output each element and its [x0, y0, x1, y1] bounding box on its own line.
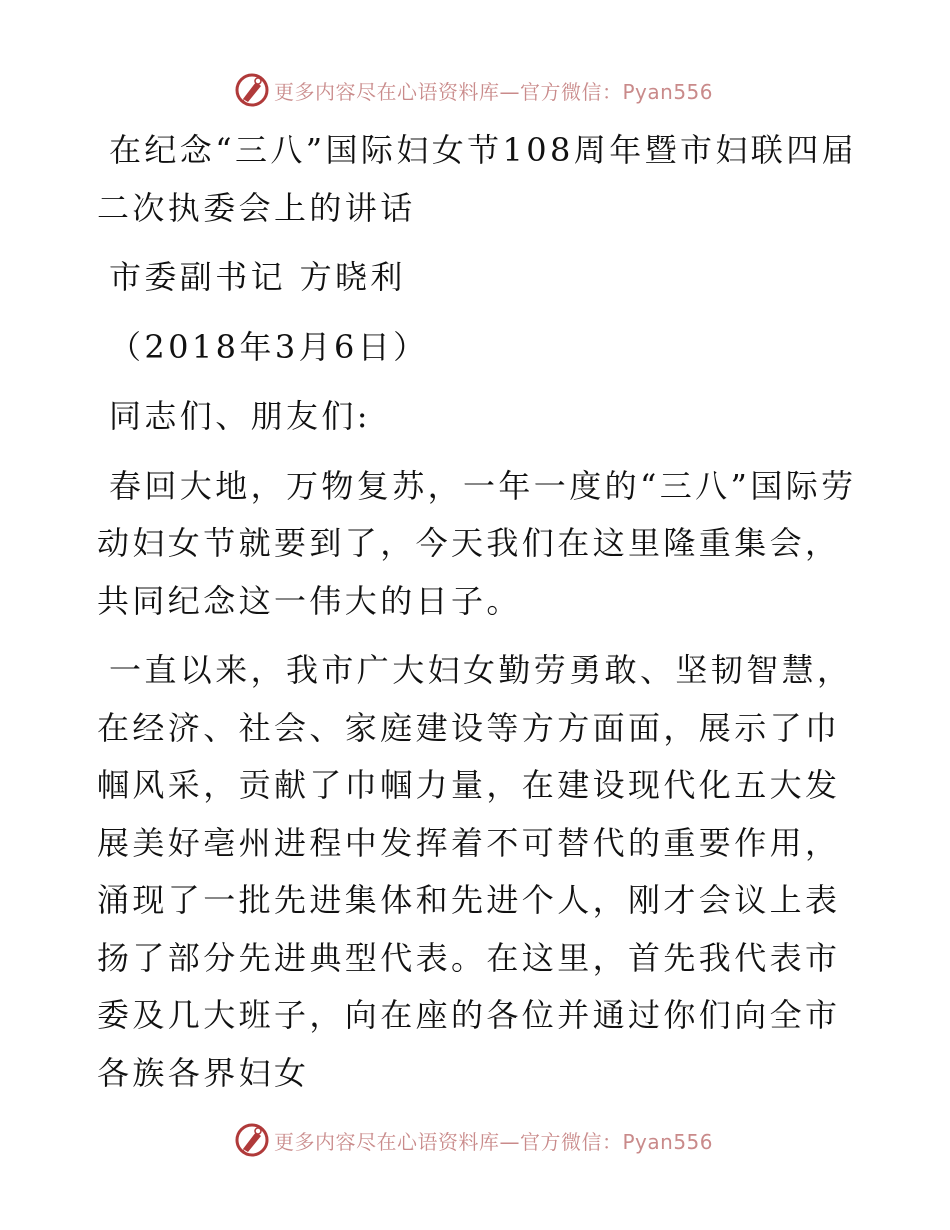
- speech-title: 在纪念“三八”国际妇女节108周年暨市妇联四届二次执委会上的讲话: [97, 131, 857, 227]
- watermark-text: 更多内容尽在心语资料库—官方微信：Pyan556: [274, 1129, 714, 1154]
- speech-author: 市委副书记 方晓利: [109, 258, 406, 296]
- footer-watermark: [234, 1120, 713, 1160]
- pen-logo-icon: [234, 1122, 270, 1158]
- paragraph-1: 春回大地，万物复苏，一年一度的“三八”国际劳动妇女节就要到了，今天我们在这里隆重集会，共同纪念这一伟大的日子。: [97, 466, 857, 620]
- header-watermark: [234, 70, 713, 110]
- pen-logo-icon: [234, 72, 270, 108]
- document-body: [97, 122, 857, 1102]
- salutation: 同志们、朋友们:: [109, 397, 371, 435]
- speech-date: （2018年3月6日）: [109, 327, 429, 366]
- watermark-text: 更多内容尽在心语资料库—官方微信：Pyan556: [274, 79, 714, 104]
- paragraph-2: 一直以来，我市广大妇女勤劳勇敢、坚韧智慧，在经济、社会、家庭建设等方方面面，展示了巾帼风采，贡献了巾帼力量，在建设现代化五大发展美好亳州进程中发挥着不可替代的重要作用，涌现了一批先进集体和先进个人，刚才会议上表扬了部分先进典型代表。在这里，首先我代表市委及几大班子，向在座的各位并通过你们向全市各族各界妇女: [97, 651, 853, 1092]
